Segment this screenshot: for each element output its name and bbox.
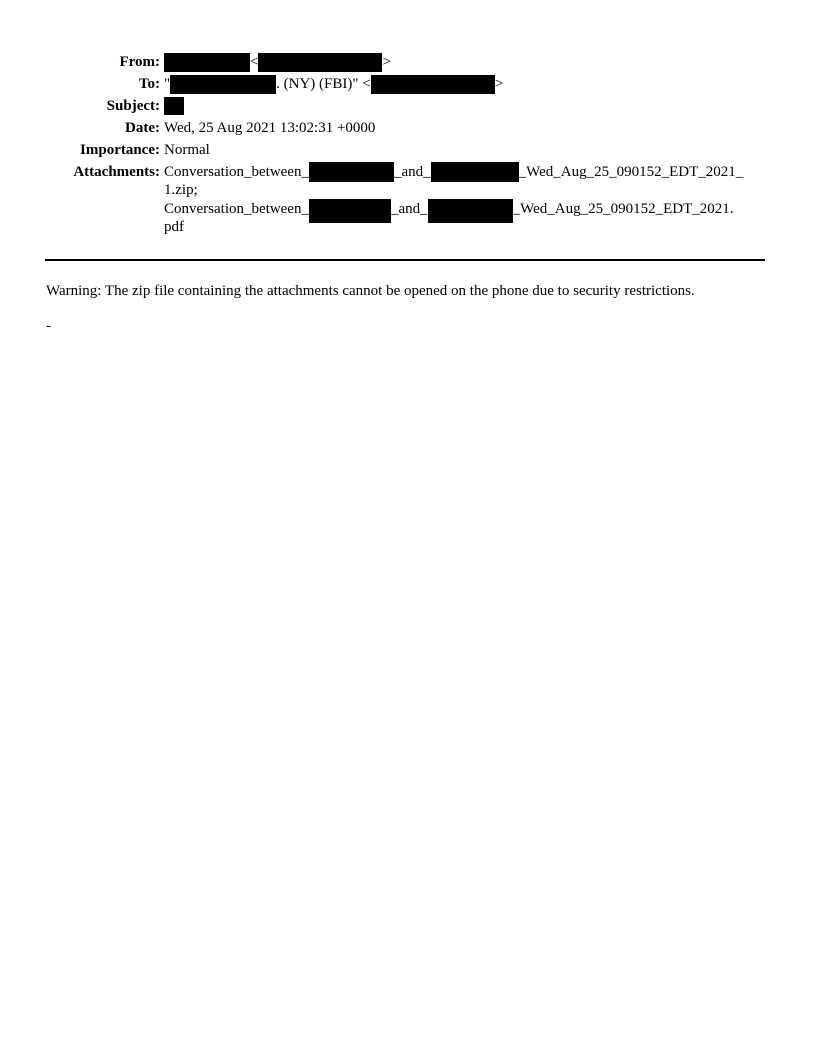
redaction-box	[431, 162, 519, 182]
redaction-box	[164, 53, 250, 72]
redaction-box	[170, 75, 276, 94]
to-row	[0, 74, 816, 94]
importance-label: Importance:	[80, 142, 160, 158]
attachment-prefix: Conversation_between_	[164, 201, 309, 217]
attachment-filename-wrap: pdf	[164, 219, 184, 235]
attachment-mid: _and_	[393, 164, 431, 180]
to-label: To:	[138, 76, 160, 92]
attachment-prefix: Conversation_between_	[164, 164, 309, 180]
attachment-suffix: _Wed_Aug_25_090152_EDT_2021.	[512, 201, 734, 217]
subject-row	[0, 96, 816, 116]
from-row	[0, 52, 816, 72]
attachment-mid: _and_	[390, 201, 428, 217]
attachments-row-2	[0, 199, 816, 219]
attachments-row-wrap	[0, 180, 816, 200]
subject-label: Subject:	[106, 98, 160, 114]
date-row	[0, 118, 816, 138]
attachment-suffix: _Wed_Aug_25_090152_EDT_2021_	[518, 164, 744, 180]
from-close-angle: >	[382, 54, 391, 70]
warning-message: Warning: The zip file containing the attachments cannot be opened on the phone due to security restrictions.	[46, 283, 695, 299]
attachment-item	[164, 162, 743, 182]
attachments-label: Attachments:	[73, 164, 160, 180]
redaction-box	[164, 97, 184, 115]
importance-row	[0, 140, 816, 160]
attachments-row	[0, 162, 816, 182]
attachment-filename-wrap: 1.zip;	[164, 182, 198, 198]
to-suffix: . (NY) (FBI)" <	[276, 76, 371, 92]
from-open-angle: <	[250, 54, 259, 70]
redaction-box	[258, 53, 382, 72]
to-open-quote: "	[164, 76, 171, 92]
trailing-mark: -	[46, 318, 51, 334]
attachments-row-2-wrap	[0, 217, 816, 237]
redaction-box	[309, 162, 394, 182]
header-divider	[45, 259, 765, 261]
date-value: Wed, 25 Aug 2021 13:02:31 +0000	[164, 120, 376, 136]
from-value	[164, 52, 391, 72]
subject-value	[164, 96, 184, 116]
date-label: Date:	[125, 120, 160, 136]
importance-value: Normal	[164, 142, 210, 158]
redaction-box	[371, 75, 495, 94]
to-close-angle: >	[494, 76, 504, 92]
from-label: From:	[119, 54, 160, 70]
to-value	[164, 74, 503, 94]
